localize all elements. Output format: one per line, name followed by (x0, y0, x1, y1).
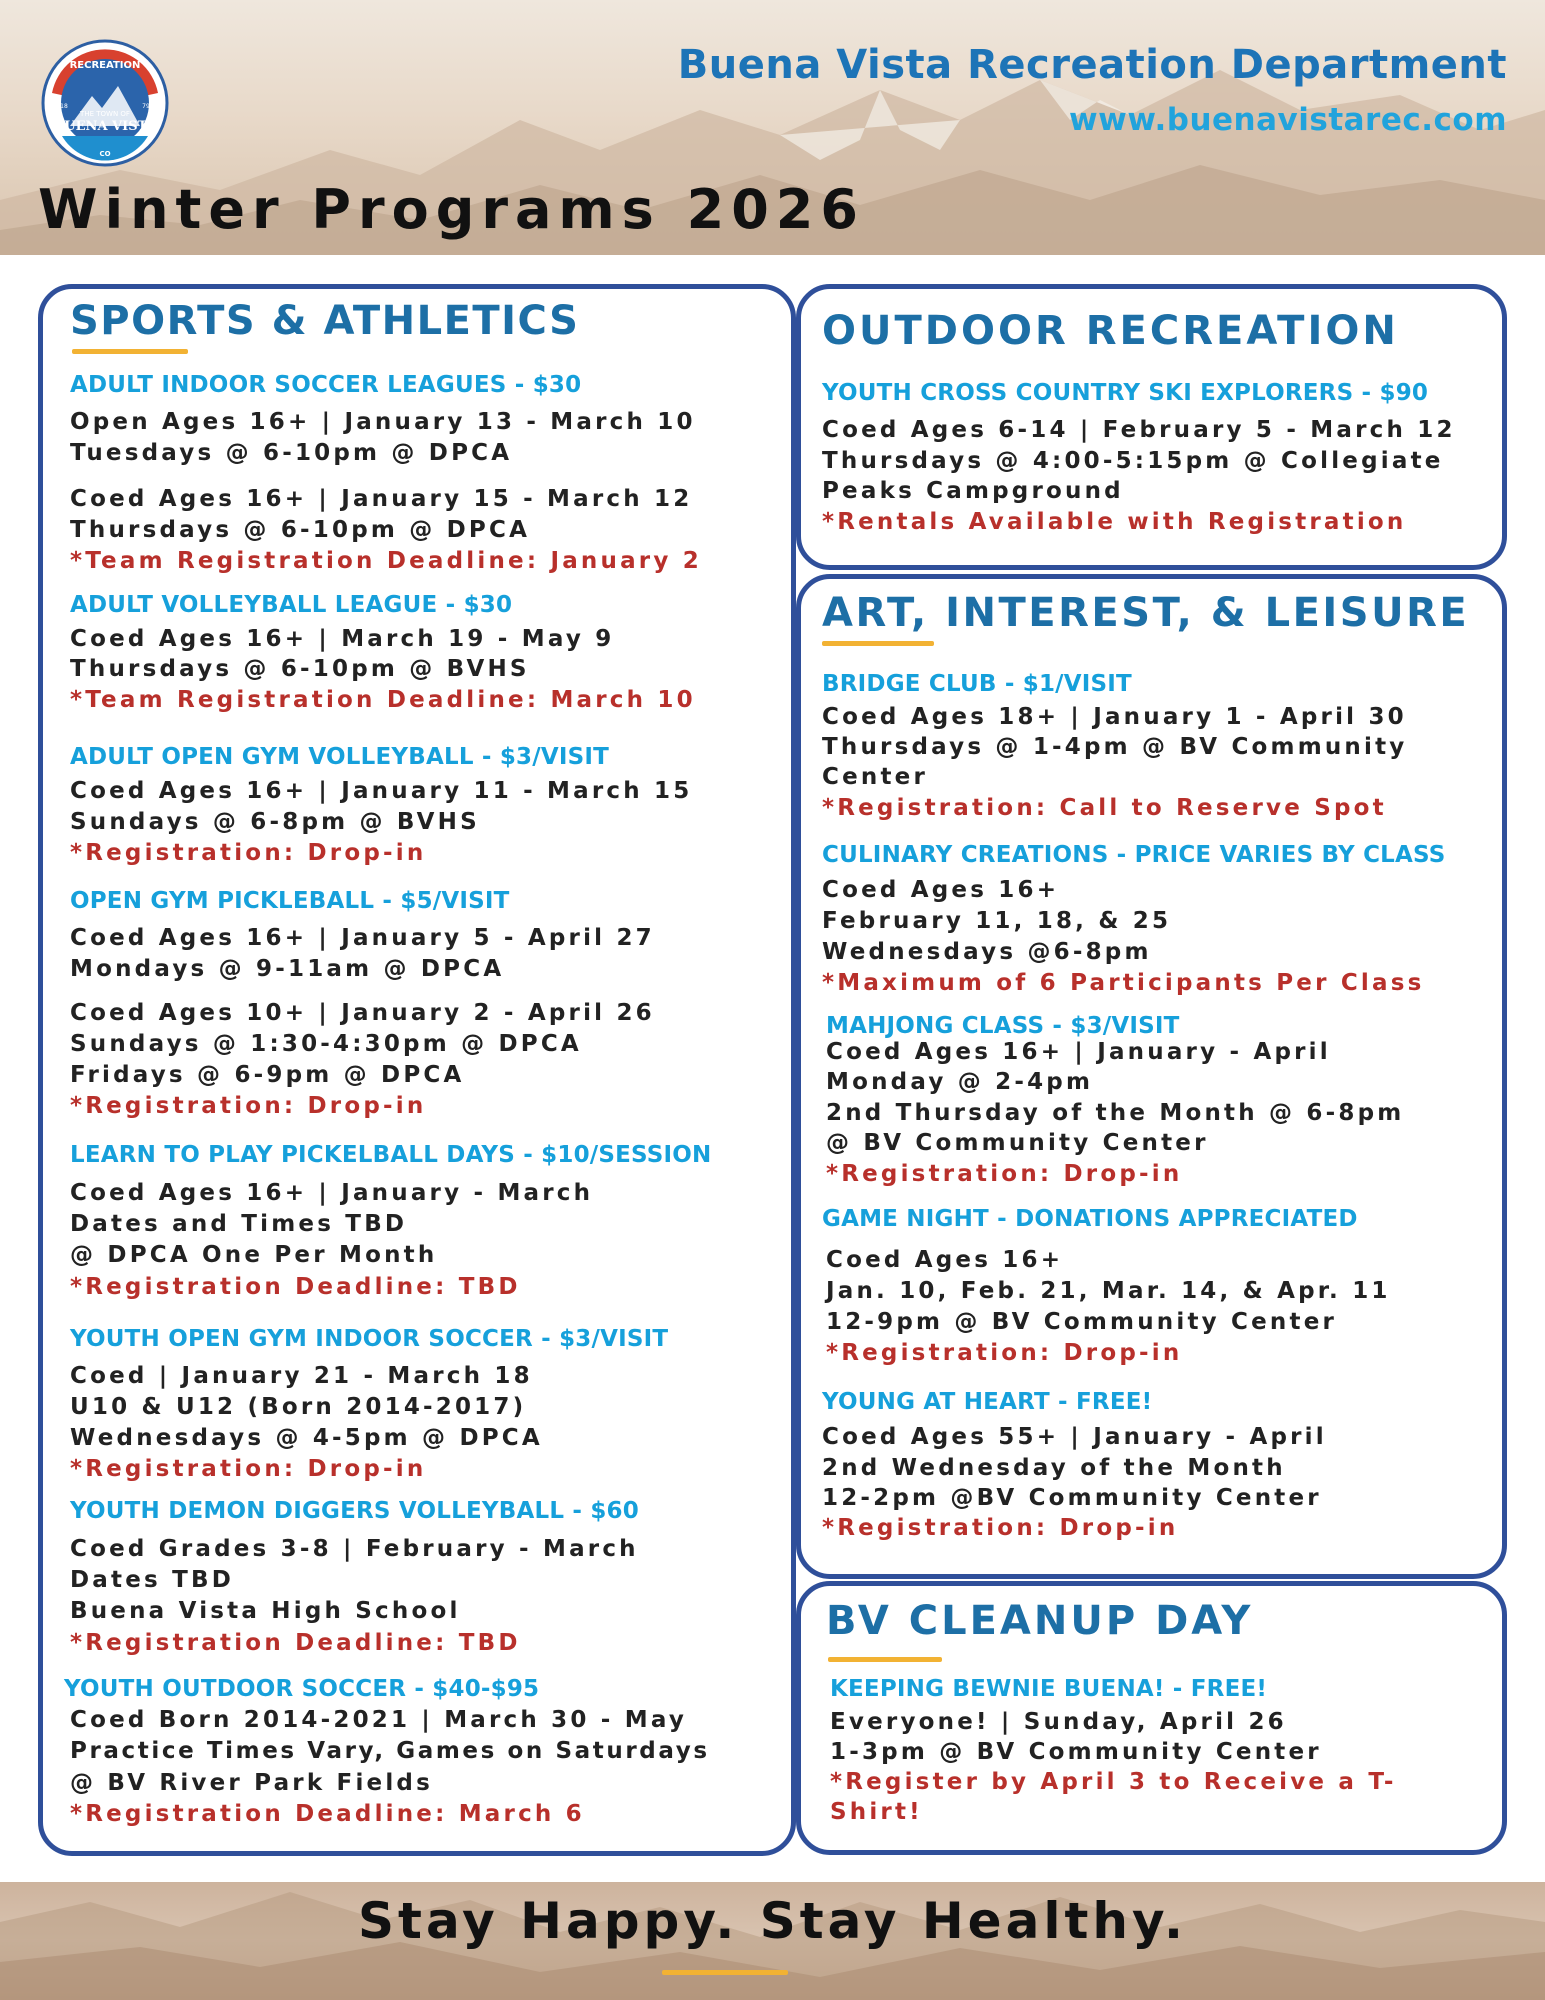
sports-program-line: Coed Ages 16+ | March 19 - May 9 (70, 626, 615, 652)
website-link[interactable]: www.buenavistarec.com (1069, 102, 1507, 138)
art-program-line: Center (822, 764, 928, 790)
sports-program-title: YOUTH OPEN GYM INDOOR SOCCER - $3/VISIT (70, 1326, 669, 1352)
outdoor-program-line: Thursdays @ 4:00-5:15pm @ Collegiate (822, 448, 1444, 474)
sports-program-line: Fridays @ 6-9pm @ DPCA (70, 1062, 465, 1088)
art-program-line: Wednesdays @6-8pm (822, 939, 1152, 965)
sports-program-note: *Team Registration Deadline: January 2 (70, 548, 702, 574)
art-section-title: ART, INTEREST, & LEISURE (822, 590, 1470, 636)
sports-program-line: Sundays @ 6-8pm @ BVHS (70, 809, 480, 835)
cleanup-program-note: Shirt! (830, 1799, 923, 1825)
sports-program-line: Dates and Times TBD (70, 1211, 408, 1237)
art-program-note: *Registration: Call to Reserve Spot (822, 795, 1387, 821)
sports-program-note: *Registration: Drop-in (70, 840, 427, 866)
cleanup-program-line: 1-3pm @ BV Community Center (830, 1739, 1322, 1765)
sports-program-title: ADULT VOLLEYBALL LEAGUE - $30 (70, 592, 513, 618)
org-name: Buena Vista Recreation Department (677, 42, 1507, 88)
page-title: Winter Programs 2026 (38, 178, 865, 241)
art-program-line: Thursdays @ 1-4pm @ BV Community (822, 734, 1408, 760)
art-program-line: 12-2pm @BV Community Center (822, 1485, 1322, 1511)
logo-year-right: 79 (142, 103, 150, 110)
cleanup-section-title: BV CLEANUP DAY (826, 1598, 1254, 1644)
sports-program-line: Coed Ages 16+ | January 5 - April 27 (70, 925, 655, 951)
sports-program-note: *Registration Deadline: TBD (70, 1274, 521, 1300)
sports-program-title: YOUTH DEMON DIGGERS VOLLEYBALL - $60 (70, 1498, 639, 1524)
sports-program-line: Sundays @ 1:30-4:30pm @ DPCA (70, 1031, 582, 1057)
art-program-title: BRIDGE CLUB - $1/VISIT (822, 671, 1132, 697)
sports-program-line: Open Ages 16+ | January 13 - March 10 (70, 409, 696, 435)
sports-program-line: @ BV River Park Fields (70, 1770, 433, 1796)
art-program-line: Coed Ages 18+ | January 1 - April 30 (822, 704, 1407, 730)
logo-arc-text: RECREATION (69, 60, 141, 71)
cleanup-program-note: *Register by April 3 to Receive a T- (830, 1769, 1397, 1795)
cleanup-program-line: Everyone! | Sunday, April 26 (830, 1709, 1287, 1735)
logo-line2: BUENA VISTA (53, 119, 157, 134)
art-program-title: YOUNG AT HEART - FREE! (822, 1389, 1153, 1415)
sports-program-line: Mondays @ 9-11am @ DPCA (70, 956, 505, 982)
art-program-line: @ BV Community Center (826, 1130, 1209, 1156)
logo-state: CO (99, 150, 111, 158)
sports-program-line: Practice Times Vary, Games on Saturdays (70, 1738, 710, 1764)
sports-program-line: U10 & U12 (Born 2014-2017) (70, 1394, 527, 1420)
sports-program-line: Thursdays @ 6-10pm @ DPCA (70, 517, 531, 543)
art-program-line: Coed Ages 55+ | January - April (822, 1424, 1327, 1450)
sports-program-line: Tuesdays @ 6-10pm @ DPCA (70, 440, 513, 466)
art-program-line: Jan. 10, Feb. 21, Mar. 14, & Apr. 11 (826, 1278, 1391, 1304)
sports-program-note: *Team Registration Deadline: March 10 (70, 687, 696, 713)
logo-line1: THE TOWN OF (80, 110, 130, 118)
art-program-line: February 11, 18, & 25 (822, 908, 1172, 934)
art-program-line: 12-9pm @ BV Community Center (826, 1309, 1338, 1335)
sports-program-line: Coed Ages 10+ | January 2 - April 26 (70, 1000, 655, 1026)
cleanup-program-title: KEEPING BEWNIE BUENA! - FREE! (830, 1676, 1268, 1702)
sports-program-title: LEARN TO PLAY PICKELBALL DAYS - $10/SESSION (70, 1142, 712, 1168)
outdoor-program-note: *Rentals Available with Registration (822, 509, 1407, 535)
art-program-line: Coed Ages 16+ (822, 877, 1060, 903)
art-program-line: Monday @ 2-4pm (826, 1069, 1094, 1095)
sports-program-line: Wednesdays @ 4-5pm @ DPCA (70, 1425, 543, 1451)
sports-program-line: Coed Grades 3-8 | February - March (70, 1536, 639, 1562)
outdoor-program-title: YOUTH CROSS COUNTRY SKI EXPLORERS - $90 (822, 380, 1429, 406)
sports-program-line: @ DPCA One Per Month (70, 1242, 438, 1268)
art-program-note: *Maximum of 6 Participants Per Class (822, 970, 1425, 996)
art-program-line: Coed Ages 16+ | January - April (826, 1039, 1331, 1065)
sports-program-line: Dates TBD (70, 1567, 235, 1593)
slogan-underline (662, 1970, 788, 1975)
sports-program-note: *Registration Deadline: March 6 (70, 1801, 585, 1827)
logo-year-left: 18 (60, 103, 68, 110)
art-program-title: MAHJONG CLASS - $3/VISIT (826, 1013, 1180, 1039)
footer-slogan: Stay Happy. Stay Healthy. (358, 1892, 1187, 1950)
sports-program-note: *Registration: Drop-in (70, 1456, 427, 1482)
outdoor-section-title: OUTDOOR RECREATION (822, 308, 1399, 354)
sports-title-underline (72, 349, 188, 354)
sports-program-title: ADULT INDOOR SOCCER LEAGUES - $30 (70, 372, 582, 398)
town-logo (40, 38, 170, 168)
sports-program-line: Coed Ages 16+ | January 11 - March 15 (70, 778, 693, 804)
sports-program-note: *Registration: Drop-in (70, 1093, 427, 1119)
sports-program-line: Coed | January 21 - March 18 (70, 1363, 533, 1389)
art-program-line: Coed Ages 16+ (826, 1247, 1064, 1273)
sports-program-line: Coed Ages 16+ | January 15 - March 12 (70, 486, 693, 512)
art-program-line: 2nd Wednesday of the Month (822, 1455, 1286, 1481)
sports-program-line: Thursdays @ 6-10pm @ BVHS (70, 656, 530, 682)
sports-program-line: Buena Vista High School (70, 1598, 461, 1624)
sports-section-title: SPORTS & ATHLETICS (70, 298, 580, 344)
outdoor-program-line: Peaks Campground (822, 478, 1124, 504)
sports-program-line: Coed Ages 16+ | January - March (70, 1180, 594, 1206)
cleanup-title-underline (828, 1657, 942, 1662)
art-program-title: CULINARY CREATIONS - PRICE VARIES BY CLASS (822, 842, 1446, 868)
sports-program-title: ADULT OPEN GYM VOLLEYBALL - $3/VISIT (70, 744, 610, 770)
sports-program-title: OPEN GYM PICKLEBALL - $5/VISIT (70, 888, 510, 914)
sports-program-line: Coed Born 2014-2021 | March 30 - May (70, 1707, 688, 1733)
art-program-note: *Registration: Drop-in (826, 1340, 1183, 1366)
art-program-line: 2nd Thursday of the Month @ 6-8pm (826, 1100, 1405, 1126)
outdoor-program-line: Coed Ages 6-14 | February 5 - March 12 (822, 417, 1456, 443)
art-program-title: GAME NIGHT - DONATIONS APPRECIATED (822, 1206, 1358, 1232)
art-program-note: *Registration: Drop-in (822, 1515, 1179, 1541)
sports-program-note: *Registration Deadline: TBD (70, 1630, 521, 1656)
sports-program-title: YOUTH OUTDOOR SOCCER - $40-$95 (64, 1676, 540, 1702)
art-program-note: *Registration: Drop-in (826, 1161, 1183, 1187)
art-title-underline (822, 641, 934, 646)
